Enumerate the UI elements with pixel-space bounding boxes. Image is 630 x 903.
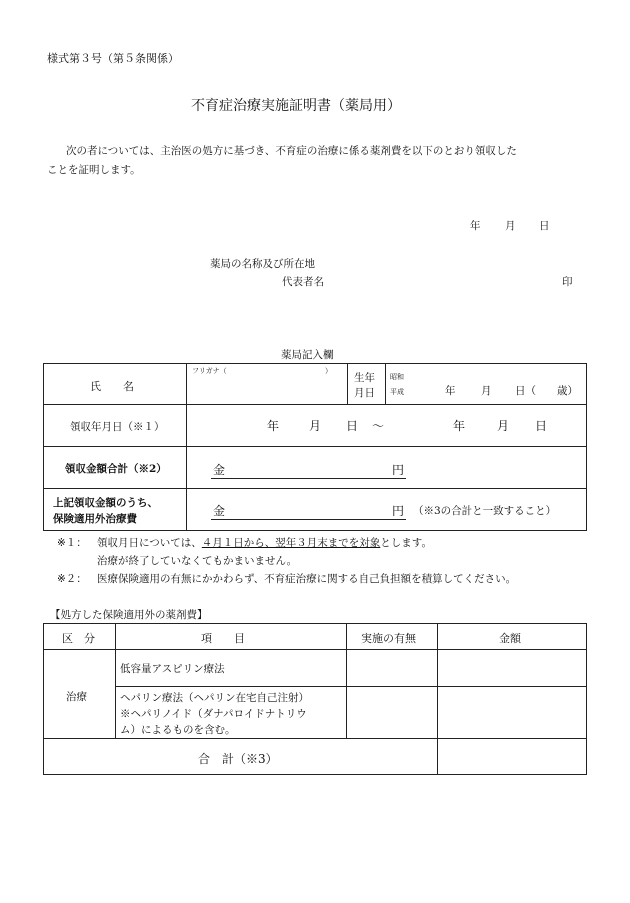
- date-year: 年: [470, 220, 481, 232]
- receipt-month-1: 月: [309, 419, 322, 433]
- intro-text-line1: 次の者については、主治医の処方に基づき、不育症の治療に係る薬剤費を以下のとおり領収した: [66, 145, 517, 157]
- seal-mark: 印: [562, 276, 573, 288]
- furigana-label: フリガナ（: [192, 367, 227, 375]
- header-amount: 金額: [499, 632, 521, 645]
- outside-amount-underline: [211, 519, 406, 520]
- total-kin: 金: [213, 463, 226, 477]
- intro-text-line2: ことを証明します。: [47, 164, 141, 176]
- birth-label-2: 月日: [354, 387, 375, 399]
- note2-mark: ※２：: [57, 573, 87, 585]
- total-amount-underline: [211, 478, 406, 479]
- item-heparin-line3: ム）によるものを含む。: [120, 724, 236, 736]
- receipt-tilde: ～: [372, 419, 385, 433]
- outside-note: （※3の合計と一致すること）: [413, 505, 557, 517]
- section2-total-label: 合 計（※3）: [198, 752, 278, 766]
- receipt-year-1: 年: [267, 419, 280, 433]
- section2-heading: 【処方した保険適用外の薬剤費】: [50, 609, 208, 621]
- birth-month: 月: [481, 385, 492, 397]
- note2-text: 医療保険適用の有無にかかわらず、不育症治療に関する自己負担額を積算してください。: [97, 573, 517, 585]
- category-treatment: 治療: [66, 691, 87, 703]
- header-category: 区 分: [62, 632, 95, 645]
- item-heparin-line2: ※ヘパリノイド（ダナパロイドナトリウ: [120, 708, 307, 720]
- note1-mark: ※１：: [57, 537, 87, 549]
- note1-pre: 領収月日については、: [97, 537, 202, 549]
- birth-year: 年: [445, 385, 456, 397]
- receipt-day-2: 日: [535, 419, 548, 433]
- birth-age: 歳）: [557, 385, 578, 397]
- note1-line2: 治療が終了していなくてもかまいません。: [97, 555, 298, 567]
- item-aspirin: 低容量アスピリン療法: [120, 663, 225, 675]
- note1-text: [97, 535, 432, 550]
- birth-label-1: 生年: [354, 372, 375, 384]
- total-amount-label: 領収金額合計（※2）: [65, 463, 167, 475]
- representative-label: 代表者名: [282, 276, 324, 288]
- section1-heading: 薬局記入欄: [281, 349, 334, 361]
- page-title: 不育症治療実施証明書（薬局用）: [191, 98, 401, 114]
- outside-yen: 円: [392, 504, 405, 518]
- outside-label-2: 保険適用外治療費: [53, 513, 137, 525]
- era-heisei: 平成: [390, 388, 404, 396]
- receipt-month-2: 月: [497, 419, 510, 433]
- note1-underlined: ４月１日から、翌年３月末までを対象: [201, 537, 381, 549]
- receipt-date-label: 領収年月日（※１）: [70, 421, 165, 433]
- total-yen: 円: [392, 463, 405, 477]
- header-performed: 実施の有無: [361, 632, 416, 645]
- receipt-day-1: 日: [346, 419, 359, 433]
- era-showa: 昭和: [390, 373, 404, 381]
- outside-kin: 金: [213, 504, 226, 518]
- item-heparin-line1: ヘパリン療法（ヘパリン在宅自己注射）: [120, 692, 309, 704]
- note1-post: とします。: [380, 537, 432, 549]
- date-month: 月: [505, 220, 516, 232]
- name-label: 氏 名: [90, 380, 134, 393]
- pharmacy-name-address-label: 薬局の名称及び所在地: [210, 258, 315, 270]
- birth-day: 日（: [515, 385, 536, 397]
- header-item: 項 目: [201, 632, 245, 645]
- date-day: 日: [539, 220, 550, 232]
- outside-label-1: 上記領収金額のうち、: [53, 497, 158, 509]
- form-number: 様式第３号（第５条関係）: [47, 52, 179, 65]
- receipt-year-2: 年: [453, 419, 466, 433]
- furigana-close: ）: [325, 367, 332, 375]
